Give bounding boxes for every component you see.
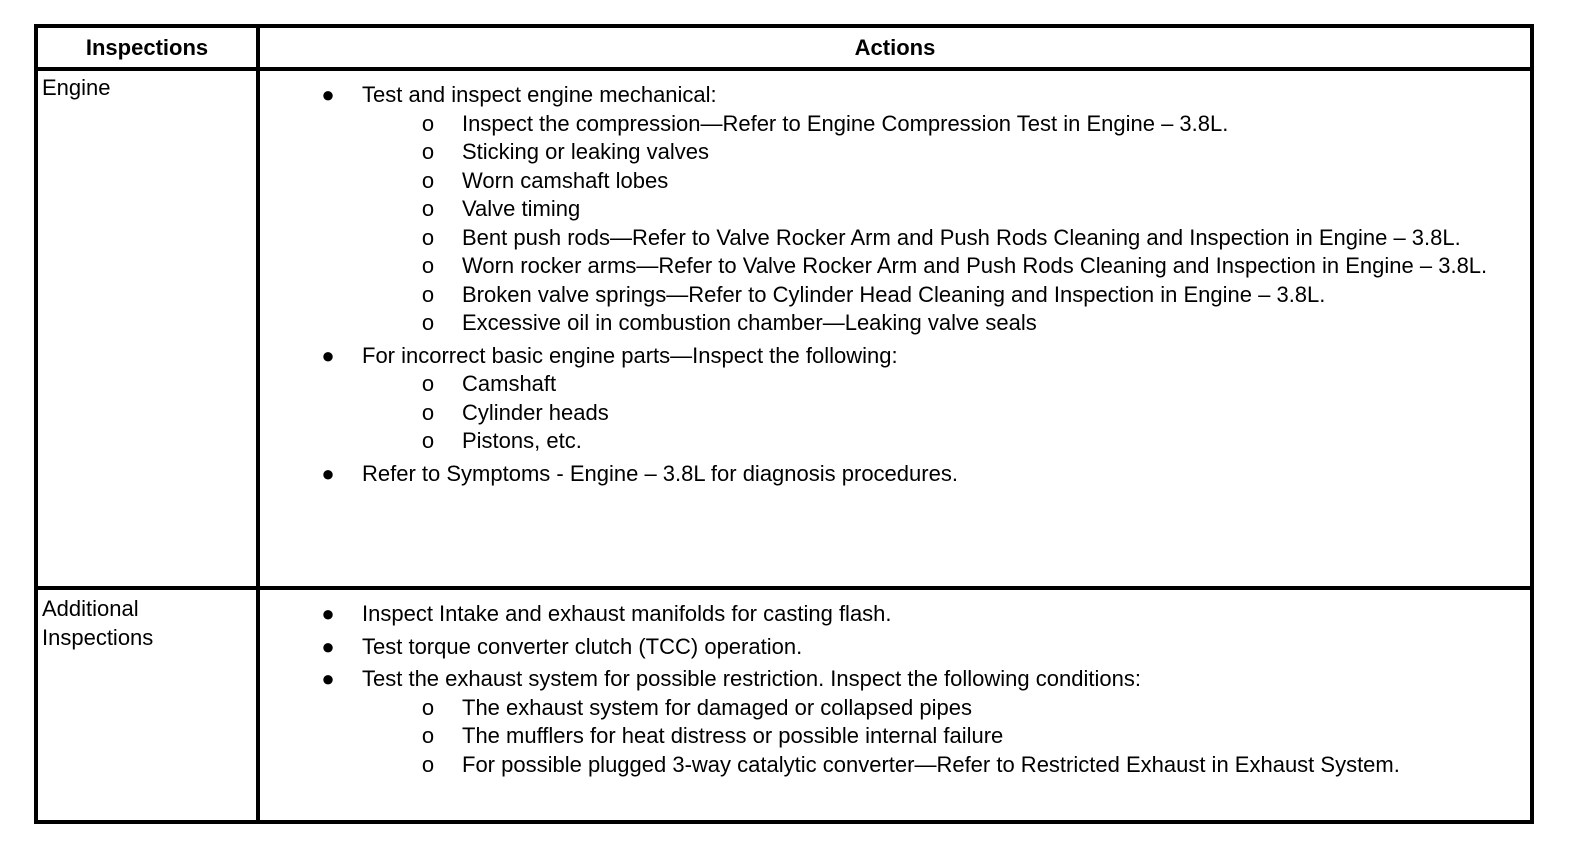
action-bullet xyxy=(264,665,1530,779)
sub-bullet-icon: o xyxy=(421,310,435,335)
sub-bullet-icon: o xyxy=(421,694,435,720)
header-actions: Actions xyxy=(854,34,936,60)
sub-bullet-icon: o xyxy=(421,196,435,221)
bullet-icon: ● xyxy=(321,460,335,486)
sub-list xyxy=(264,370,1530,456)
sub-item: o The mufflers for heat distress or possible internal failure xyxy=(264,722,1530,751)
bullet-text: Test the exhaust system for possible restriction. Inspect the following conditions: xyxy=(362,666,1141,691)
sub-item: o Pistons, etc. xyxy=(264,427,1530,456)
actions-cell-additional xyxy=(264,600,1530,779)
action-bullet xyxy=(264,633,1530,662)
sub-item: o The exhaust system for damaged or collapsed pipes xyxy=(264,694,1530,723)
bullet-text: For incorrect basic engine parts—Inspect the following: xyxy=(362,342,898,368)
action-bullet xyxy=(264,460,1530,489)
sub-bullet-icon: o xyxy=(421,751,435,777)
inspection-label-additional: Additional Inspections xyxy=(42,596,154,650)
sub-item: o Camshaft xyxy=(264,370,1530,399)
sub-item: o Worn rocker arms—Refer to Valve Rocker Arm and Push Rods Cleaning and Inspection in Engine – 3.8L. xyxy=(264,252,1530,281)
sub-item: o Cylinder heads xyxy=(264,399,1530,428)
sub-bullet-icon: o xyxy=(421,428,435,453)
sub-list xyxy=(264,110,1530,338)
bullet-icon: ● xyxy=(321,666,335,691)
sub-item: o Worn camshaft lobes xyxy=(264,167,1530,196)
column-divider xyxy=(256,28,260,820)
sub-item: o Excessive oil in combustion chamber—Leaking valve seals xyxy=(264,309,1530,338)
sub-bullet-icon: o xyxy=(421,723,435,748)
actions-cell-engine xyxy=(264,81,1530,488)
inspection-label-engine: Engine xyxy=(42,75,111,100)
inspection-actions-table xyxy=(34,24,1534,824)
bullet-text: Test and inspect engine mechanical: xyxy=(362,82,717,107)
bullet-text: Refer to Symptoms - Engine – 3.8L for diagnosis procedures. xyxy=(362,460,958,486)
bullet-text: Test torque converter clutch (TCC) operation. xyxy=(362,633,803,659)
sub-bullet-icon: o xyxy=(421,371,435,396)
sub-list xyxy=(264,694,1530,780)
sub-item: o Sticking or leaking valves xyxy=(264,138,1530,167)
sub-bullet-icon: o xyxy=(421,253,435,278)
sub-item: o Bent push rods—Refer to Valve Rocker Arm and Push Rods Cleaning and Inspection in Engine – 3.8L. xyxy=(264,224,1530,253)
sub-bullet-icon: o xyxy=(421,110,435,136)
row-divider xyxy=(38,586,1530,590)
sub-item: o Valve timing xyxy=(264,195,1530,224)
bullet-icon: ● xyxy=(321,633,335,659)
header-inspections: Inspections xyxy=(85,34,209,60)
sub-bullet-icon: o xyxy=(421,224,435,250)
sub-bullet-icon: o xyxy=(421,139,435,164)
action-bullet xyxy=(264,600,1530,629)
bullet-icon: ● xyxy=(321,342,335,368)
bullet-icon: ● xyxy=(321,82,335,107)
sub-item: o Inspect the compression—Refer to Engine Compression Test in Engine – 3.8L. xyxy=(264,110,1530,139)
header-divider xyxy=(38,67,1530,71)
action-bullet xyxy=(264,81,1530,338)
sub-item: o Broken valve springs—Refer to Cylinder Head Cleaning and Inspection in Engine – 3.8L. xyxy=(264,281,1530,310)
sub-bullet-icon: o xyxy=(421,399,435,425)
sub-item: o For possible plugged 3-way catalytic converter—Refer to Restricted Exhaust in Exhaust System. xyxy=(264,751,1530,780)
action-bullet xyxy=(264,342,1530,456)
sub-bullet-icon: o xyxy=(421,281,435,307)
bullet-icon: ● xyxy=(321,601,335,626)
bullet-text: Inspect Intake and exhaust manifolds for casting flash. xyxy=(362,601,892,626)
sub-bullet-icon: o xyxy=(421,167,435,193)
